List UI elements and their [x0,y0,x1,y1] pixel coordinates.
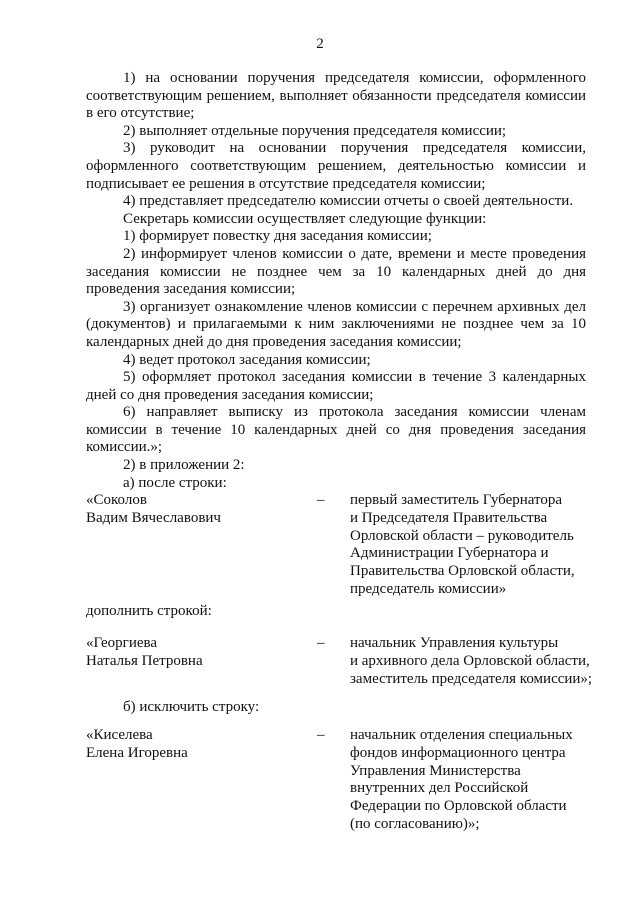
role-line: внутренних дел Российской [350,780,529,797]
paragraph: 2) в приложении 2: [123,457,245,474]
role-line: Управления Министерства [350,762,521,779]
paragraph: 1) на основании поручения председателя комиссии, оформленного соответствующим решением, выполняет обязанности председателя комиссии в его отсутствие; [86,70,586,122]
role-line: Орловской области – руководитель [350,527,574,544]
role-line: заместитель председателя комиссии»; [350,670,593,687]
role-line: начальник отделения специальных [350,727,573,743]
role-line: (по согласованию)»; [350,815,480,832]
paragraph: Секретарь комиссии осуществляет следующие функции: [123,210,487,227]
member-name [86,635,286,671]
member-role [350,727,600,834]
member-surname: «Соколов [86,492,147,508]
role-line: и архивного дела Орловской области, [350,652,590,669]
paragraph: 1) формирует повестку дня заседания комиссии; [123,228,432,245]
exclude-line-text: б) исключить строку: [123,699,260,715]
paragraph: 4) представляет председателю комиссии отчеты о своей деятельности. [123,193,574,210]
role-line: первый заместитель Губернатора [350,492,563,508]
member-role [350,492,600,599]
role-line: начальник Управления культуры [350,635,559,651]
role-line: Администрации Губернатора и [350,545,549,562]
paragraph: 6) направляет выписку из протокола заседания комиссии членам комиссии в течение 10 календарных дней со дня проведения заседания комиссии.»; [86,404,586,456]
member-name [86,727,286,763]
dash-separator: – [317,492,325,508]
role-line: Правительства Орловской области, [350,563,575,580]
dash-separator: – [317,635,325,651]
paragraph: 2) выполняет отдельные поручения председателя комиссии; [123,122,507,139]
member-surname: «Киселева [86,727,153,743]
body-text [86,70,586,492]
member-given-names: Вадим Вячеславович [86,509,221,526]
paragraph: 4) ведет протокол заседания комиссии; [123,351,371,368]
member-given-names: Наталья Петровна [86,652,203,669]
member-name [86,492,286,528]
paragraph: а) после строки: [123,474,227,491]
paragraph: 5) оформляет протокол заседания комиссии в течение 3 календарных дней со дня проведения заседания комиссии; [86,369,586,403]
role-line: и Председателя Правительства [350,509,548,526]
paragraph: 3) руководит на основании поручения председателя комиссии, оформленного соответствующим решением, деятельностью комиссии и подписывает ее решения в отсутствие председателя комиссии; [86,140,586,192]
member-given-names: Елена Игоревна [86,744,188,761]
dash-separator: – [317,727,325,743]
paragraph: 2) информирует членов комиссии о дате, времени и месте проведения заседания комиссии не позднее чем за 10 календарных дней до дня проведения заседания комиссии; [86,245,586,298]
add-line-text: дополнить строкой: [86,603,212,619]
member-role [350,635,600,688]
role-line: фондов информационного центра [350,744,566,761]
role-line: председатель комиссии» [350,580,507,597]
member-surname: «Георгиева [86,635,158,651]
paragraph: 3) организует ознакомление членов комиссии с перечнем архивных дел (документов) и прилагаемыми к ним заключениями не позднее чем за 10 календарных дней до дня проведения заседания комиссии; [86,298,586,350]
role-line: Федерации по Орловской области [350,798,567,815]
page-number: 2 [316,36,324,52]
